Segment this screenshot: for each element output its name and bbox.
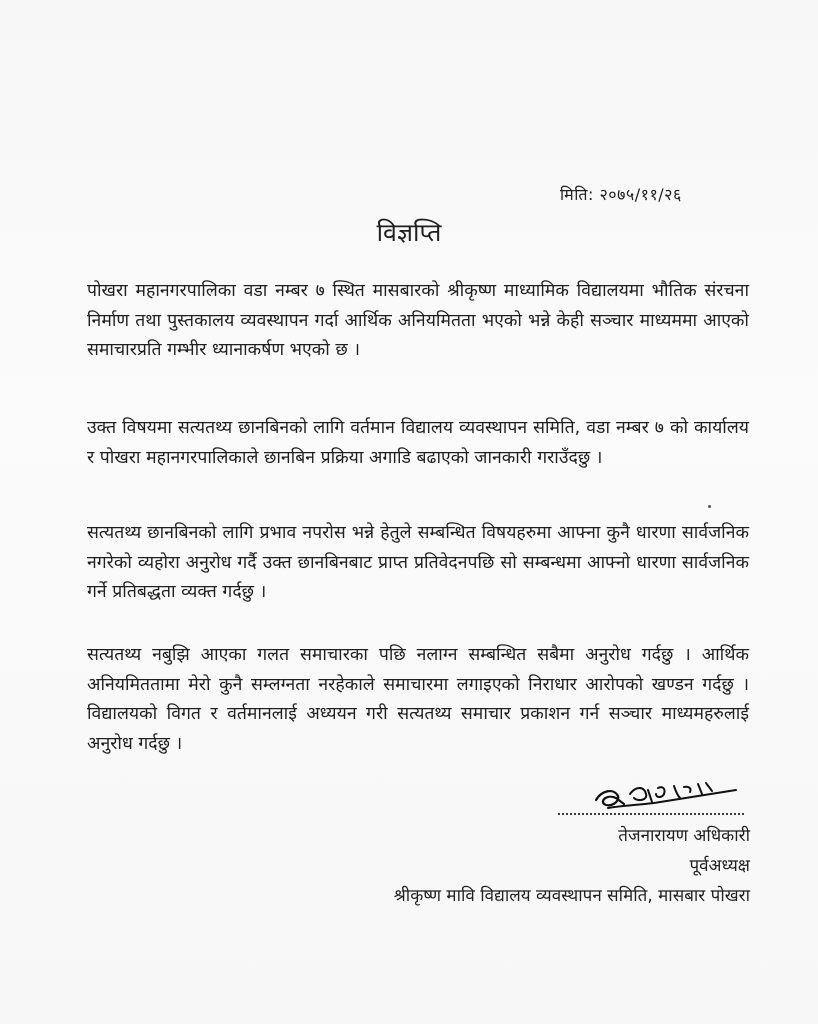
paper-speck [708,505,711,508]
notice-title: विज्ञप्ति [376,218,442,247]
signatory-name: तेजनारायण अधिकारी [618,826,750,846]
notice-date: मिति: २०७५/११/२६ [560,185,682,204]
notice-paragraph-2: उक्त विषयमा सत्यतथ्य छानबिनको लागि वर्तमान विद्यालय व्यवस्थापन समिति, वडा नम्बर ७ को कार्यालय र पोखरा महानगरपालिकाले छानबिन प्रक्रिया अगाडि बढाएको जानकारी गराउँदछु । [87,418,749,468]
signature-line [558,813,744,815]
notice-paragraph-1: पोखरा महानगरपालिका वडा नम्बर ७ स्थित मासबारको श्रीकृष्ण माध्यामिक विद्यालयमा भौतिक संरचना निर्माण तथा पुस्तकालय व्यवस्थापन गर्दा आर्थिक अनियमितता भएको भन्ने केही सञ्चार माध्यममा आएको समाचारप्रति गम्भीर ध्यानाकर्षण भएको छ । [87,281,749,360]
signatory-role: पूर्वअध्यक्ष [689,856,750,876]
signatory-organization: श्रीकृष्ण मावि विद्यालय व्यवस्थापन समिति, मासबार पोखरा [393,886,750,906]
notice-paragraph-3: सत्यतथ्य छानबिनको लागि प्रभाव नपरोस भन्ने हेतुले सम्बन्धित विषयहरुमा आफ्ना कुनै धारणा सार्वजनिक नगरेको व्यहोरा अनुरोध गर्दै उक्त छानबिनबाट प्राप्त प्रतिवेदनपछि सो सम्बन्धमा आफ्नो धारणा सार्वजनिक गर्ने प्रतिबद्धता व्यक्त गर्दछु । [87,523,749,602]
handwritten-signature [590,778,750,818]
notice-paragraph-4: सत्यतथ्य नबुझि आएका गलत समाचारका पछि नलाग्न सम्बन्धित सबैमा अनुरोध गर्दछु । आर्थिक अनियमिततामा मेरो कुनै सम्लग्नता नरहेकाले समाचारमा लगाइएको निराधार आरोपको खण्डन गर्दछु । विद्यालयको विगत र वर्तमानलाई अध्ययन गरी सत्यतथ्य समाचार प्रकाशन गर्न सञ्चार माध्यमहरुलाई अनुरोध गर्दछु । [87,645,749,754]
